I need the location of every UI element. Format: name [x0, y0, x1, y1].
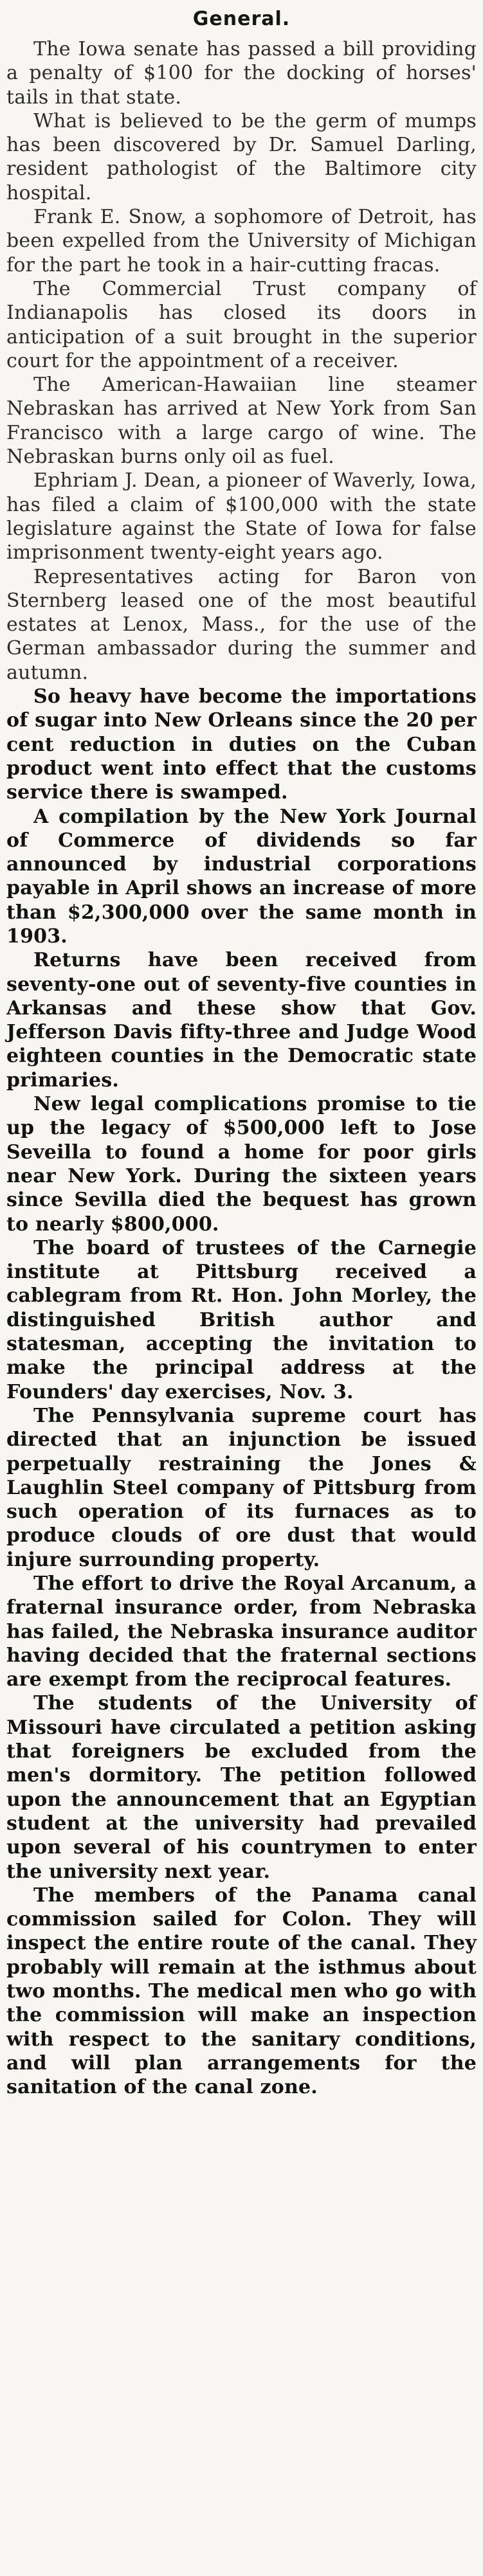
news-item: So heavy have become the importations of sugar into New Orleans since the 20 per cent reduction in duties on the Cuban product went into effect that the customs service there is swamped.: [6, 685, 477, 804]
news-item: A compilation by the New York Journal of Commerce of dividends so far announced by industrial corporations payable in April shows an increase of more than $2,300,000 over the same month in 1903.: [6, 805, 477, 948]
news-item: Representatives acting for Baron von Sternberg leased one of the most beautiful estates at Lenox, Mass., for the use of the German ambassador during the summer and autumn.: [6, 565, 477, 684]
news-item: The Iowa senate has passed a bill providing a penalty of $100 for the docking of horses' tails in that state.: [6, 38, 477, 109]
news-item: What is believed to be the germ of mumps has been discovered by Dr. Samuel Darling, resident pathologist of the Baltimore city hospital.: [6, 109, 477, 204]
news-item: Returns have been received from seventy-one out of seventy-five counties in Arkansas and these show that Gov. Jefferson Davis fifty-three and Judge Wood eighteen counties in the Democratic state primaries.: [6, 949, 477, 1092]
news-item: The students of the University of Missouri have circulated a petition asking that foreigners be excluded from the men's dormitory. The petition followed upon the announcement that an Egyptian student at the university had prevailed upon several of his countrymen to enter the university next year.: [6, 1692, 477, 1883]
news-item: The American-Hawaiian line steamer Nebraskan has arrived at New York from San Francisco with a large cargo of wine. The Nebraskan burns only oil as fuel.: [6, 374, 477, 469]
news-item: Ephriam J. Dean, a pioneer of Waverly, Iowa, has filed a claim of $100,000 with the state legislature against the State of Iowa for false imprisonment twenty-eight years ago.: [6, 469, 477, 564]
news-item: Frank E. Snow, a sophomore of Detroit, has been expelled from the University of Michigan for the part he took in a hair-cutting fracas.: [6, 206, 477, 276]
news-item: The board of trustees of the Carnegie institute at Pittsburg received a cablegram from Rt. Hon. John Morley, the distinguished British author and statesman, accepting the invitation to make the principal address at the Founders' day exercises, Nov. 3.: [6, 1236, 477, 1403]
news-items: [6, 37, 477, 2100]
news-item: The Pennsylvania supreme court has directed that an injunction be issued perpetually restraining the Jones & Laughlin Steel company of Pittsburg from such operation of its furnaces as to produce clouds of ore dust that would injure surrounding property.: [6, 1404, 477, 1571]
column-heading: General.: [192, 8, 291, 30]
news-item: The members of the Panama canal commission sailed for Colon. They will inspect the entire route of the canal. They probably will remain at the isthmus about two months. The medical men who go with the commission will make an inspection with respect to the sanitary conditions, and will plan arrangements for the sanitation of the canal zone.: [6, 1884, 477, 2099]
news-item: The effort to drive the Royal Arcanum, a fraternal insurance order, from Nebraska has failed, the Nebraska insurance auditor having decided that the fraternal sections are exempt from the reciprocal features.: [6, 1572, 477, 1691]
news-item: New legal complications promise to tie up the legacy of $500,000 left to Jose Seveilla to found a home for poor girls near New York. During the sixteen years since Sevilla died the bequest has grown to nearly $800,000.: [6, 1093, 477, 1236]
news-item: The Commercial Trust company of Indianapolis has closed its doors in anticipation of a suit brought in the superior court for the appointment of a receiver.: [6, 277, 477, 372]
